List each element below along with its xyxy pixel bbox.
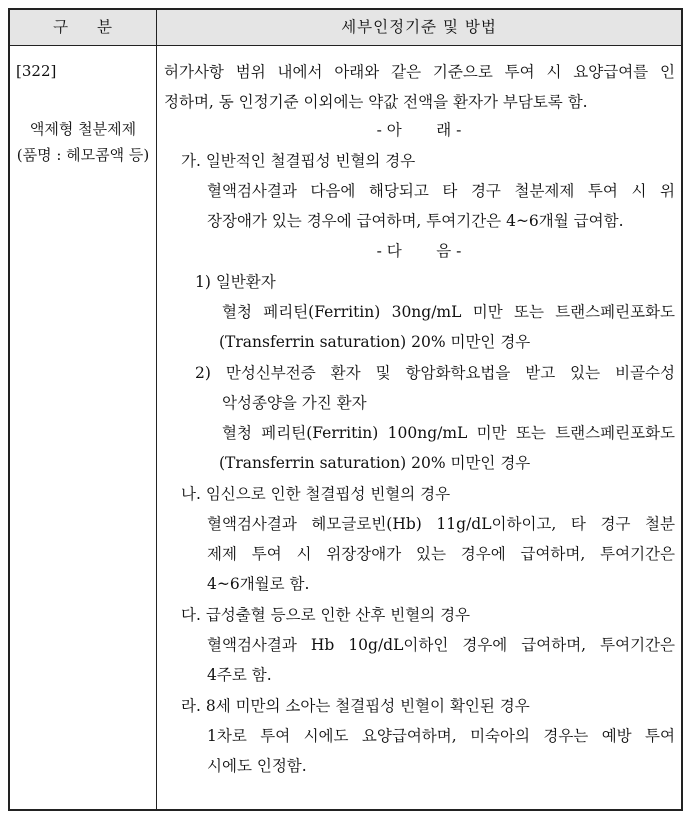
subsection-a1-text: (Transferrin saturation) 20% 미만인 경우 — [219, 333, 531, 351]
following-heading: - 다 음 - — [376, 242, 462, 260]
section-c-text: 혈액검사결과 Hb 10g/dL이하인 경우에 급여하며, 투여기간은 — [207, 636, 675, 654]
criteria-cell — [157, 46, 681, 809]
section-a-title: 가. 일반적인 철결핍성 빈혈의 경우 — [181, 152, 416, 170]
below-heading: - 아 래 - — [376, 121, 462, 139]
intro-line: 허가사항 범위 내에서 아래와 같은 기준으로 투여 시 요양급여를 인 — [164, 63, 675, 81]
item-product: (품명 : 헤모콤액 등) — [16, 146, 150, 164]
subsection-a1-title: 1) 일반환자 — [195, 273, 276, 291]
section-c-text: 4주로 함. — [207, 666, 272, 684]
section-b-text: 혈액검사결과 헤모글로빈(Hb) 11g/dL이하이고, 타 경구 철분 — [207, 515, 675, 533]
section-d-text: 1차로 투여 시에도 요양급여하며, 미숙아의 경우는 예방 투여 — [207, 727, 675, 745]
section-b-text: 4~6개월로 함. — [207, 575, 310, 593]
criteria-table — [8, 8, 683, 811]
subsection-a2-title: 악성종양을 가진 환자 — [222, 394, 367, 412]
table-header — [10, 10, 681, 46]
subsection-a1-text: 혈청 페리틴(Ferritin) 30ng/mL 미만 또는 트랜스페린포화도 — [222, 303, 675, 321]
section-d-text: 시에도 인정함. — [207, 757, 307, 775]
header-criteria: 세부인정기준 및 방법 — [341, 18, 497, 36]
section-b-title: 나. 임신으로 인한 철결핍성 빈혈의 경우 — [181, 485, 451, 503]
item-name: 액제형 철분제제 — [29, 120, 137, 138]
section-c-title: 다. 급성출혈 등으로 인한 산후 빈혈의 경우 — [181, 606, 471, 624]
subsection-a2-text: (Transferrin saturation) 20% 미만인 경우 — [219, 454, 531, 472]
header-category: 구 분 — [53, 18, 113, 36]
section-b-text: 제제 투여 시 위장장애가 있는 경우에 급여하며, 투여기간은 — [207, 545, 675, 563]
item-code: [322] — [16, 62, 57, 80]
subsection-a2-text: 혈청 페리틴(Ferritin) 100ng/mL 미만 또는 트랜스페린포화도 — [222, 424, 675, 442]
section-a-text: 장장애가 있는 경우에 급여하며, 투여기간은 4~6개월 급여함. — [207, 212, 624, 230]
intro-line: 정하며, 동 인정기준 이외에는 약값 전액을 환자가 부담토록 함. — [164, 93, 588, 111]
subsection-a2-title: 2) 만성신부전증 환자 및 항암화학요법을 받고 있는 비골수성 — [195, 364, 675, 382]
section-d-title: 라. 8세 미만의 소아는 철결핍성 빈혈이 확인된 경우 — [181, 697, 530, 715]
section-a-text: 혈액검사결과 다음에 해당되고 타 경구 철분제제 투여 시 위 — [207, 182, 675, 200]
